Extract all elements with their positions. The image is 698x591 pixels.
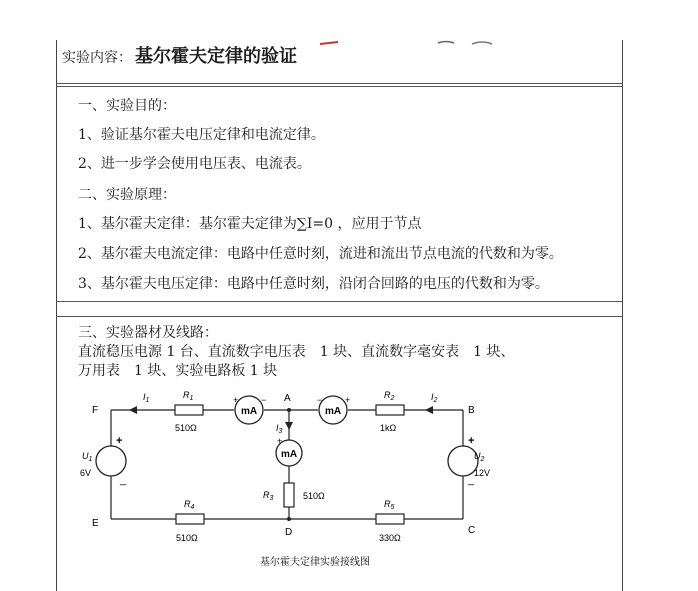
resistor-r5-value: 330Ω (379, 533, 401, 543)
u1-minus: _ (120, 474, 127, 486)
node-dot-d (287, 517, 291, 521)
node-label-a: A (284, 393, 291, 404)
source-u1-name: $U_1$ (82, 451, 93, 463)
u1-plus: + (116, 435, 123, 447)
resistor-r4-name: $R_4$ (184, 499, 195, 511)
principle-item: 2、基尔霍夫电流定律：电路中任意时刻，流进和流出节点电流的代数和为零。 (78, 246, 563, 262)
u2-plus: + (468, 435, 475, 447)
ammeter-1-plus: + (233, 395, 239, 405)
resistor-r5 (376, 514, 404, 524)
current-label-i2: $I_2$ (431, 392, 438, 404)
page-title: 基尔霍夫定律的验证 (135, 46, 297, 67)
node-dot-a (287, 408, 291, 412)
ammeter-2-plus: + (345, 395, 351, 405)
voltage-source-u1 (96, 446, 126, 476)
equipment-heading: 三、实验器材及线路： (78, 325, 218, 341)
current-label-i1: $I_1$ (143, 392, 150, 404)
purpose-item: 1、验证基尔霍夫电压定律和电流定律。 (78, 127, 325, 143)
content-label: 实验内容： (62, 50, 132, 66)
source-u2-value: 12V (474, 468, 491, 478)
source-u2-name: $U_2$ (474, 451, 485, 463)
arrow-i1 (129, 406, 137, 414)
principle-item: 1、基尔霍夫定律：基尔霍夫定律为∑I=0 ，应用于节点 (78, 216, 422, 232)
arrow-i2 (425, 406, 433, 414)
ammeter-3-label: mA (280, 449, 298, 460)
arrow-i3 (285, 422, 293, 430)
source-u1-value: 6V (80, 468, 92, 478)
resistor-r4-value: 510Ω (176, 533, 198, 543)
resistor-r3-value: 510Ω (303, 491, 325, 501)
purpose-item: 2、进一步学会使用电压表、电流表。 (78, 156, 311, 172)
resistor-r2-value: 1kΩ (380, 423, 397, 433)
ammeter-1-label: mA (240, 406, 258, 417)
equipment-line: 直流稳压电源 1 台、直流数字电压表 1 块、直流数字毫安表 1 块、 (78, 344, 515, 360)
principle-heading: 二、实验原理： (78, 187, 176, 203)
node-label-e: E (92, 518, 99, 529)
resistor-r1-value: 510Ω (175, 423, 197, 433)
resistor-r5-name: $R_5$ (384, 499, 395, 511)
purpose-heading: 一、实验目的： (78, 98, 176, 114)
resistor-r3-name: $R_3$ (263, 490, 274, 502)
circuit-caption: 基尔霍夫定律实验接线图 (260, 557, 370, 568)
resistor-r3 (284, 483, 294, 507)
node-label-b: B (468, 405, 475, 416)
ammeter-3-plus: + (277, 436, 283, 446)
current-label-i3: $I_3$ (276, 423, 283, 435)
resistor-r2-name: $R_2$ (384, 390, 395, 402)
resistor-r1-name: $R_1$ (183, 390, 194, 402)
equipment-line: 万用表 1 块、实验电路板 1 块 (78, 363, 278, 379)
principle-item: 3、基尔霍夫电压定律：电路中任意时刻，沿闭合回路的电压的代数和为零。 (78, 276, 549, 292)
ammeter-2-minus: − (317, 395, 323, 405)
node-label-f: F (92, 405, 99, 416)
resistor-r2 (376, 405, 404, 415)
node-label-d: D (285, 527, 293, 538)
node-label-c: C (468, 525, 476, 536)
u2-minus: _ (468, 474, 475, 486)
ammeter-1-minus: − (261, 395, 267, 405)
ammeter-2-label: mA (324, 406, 342, 417)
resistor-r4 (176, 514, 204, 524)
resistor-r1 (175, 405, 203, 415)
